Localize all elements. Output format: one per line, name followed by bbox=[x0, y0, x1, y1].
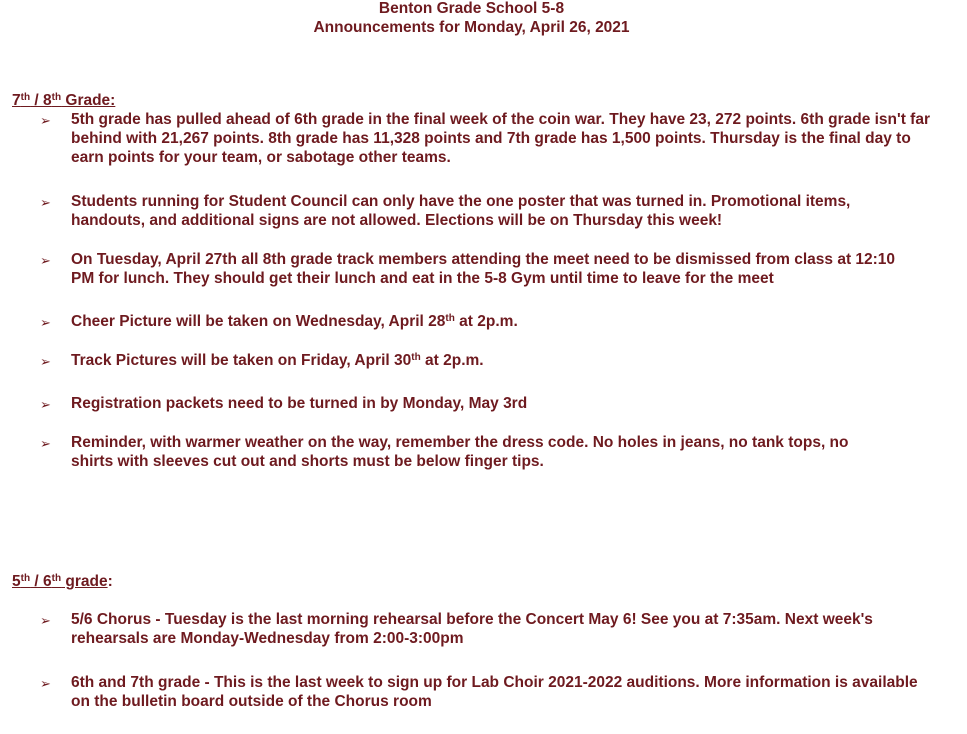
heading-text: / 6 bbox=[30, 573, 52, 590]
announcement-text: On Tuesday, April 27th all 8th grade track members attending the meet need to be dismissed from class at 12:10 PM for lunch. They should get their lunch and eat in the 5-8 Gym until time to leave for the meet bbox=[71, 251, 896, 287]
announcement-item bbox=[40, 673, 920, 711]
heading-text: / 8 bbox=[30, 92, 52, 109]
announcement-item bbox=[40, 433, 850, 471]
text-part: Track Pictures will be taken on Friday, April 30 bbox=[71, 352, 412, 369]
arrow-bullet-icon: ➢ bbox=[40, 354, 51, 369]
heading-superscript: th bbox=[51, 572, 62, 584]
heading-text: grade bbox=[61, 573, 108, 590]
arrow-bullet-icon: ➢ bbox=[40, 315, 51, 330]
heading-superscript: th bbox=[51, 91, 62, 103]
announcement-text: 6th and 7th grade - This is the last week to sign up for Lab Choir 2021-2022 auditions. More information is available on the bulletin board outside of the Chorus room bbox=[71, 674, 918, 710]
section-heading-5-6 bbox=[12, 572, 113, 591]
announcement-text: 5th grade has pulled ahead of 6th grade in the final week of the coin war. They have 23, 272 points. 6th grade isn't far behind with 21,267 points. 8th grade has 11,328 points and 7th grade has 1,500 points. Thursday is the final day to earn points for your team, or sabotage other teams. bbox=[71, 111, 930, 166]
announcement-item bbox=[40, 250, 920, 288]
arrow-bullet-icon: ➢ bbox=[40, 195, 51, 210]
text-part: Cheer Picture will be taken on Wednesday, April 28 bbox=[71, 313, 446, 330]
text-superscript: th bbox=[411, 351, 421, 363]
section-heading-7-8 bbox=[12, 91, 115, 110]
text-superscript: th bbox=[445, 312, 455, 324]
announcement-text: Reminder, with warmer weather on the way, remember the dress code. No holes in jeans, no tank tops, no shirts with sleeves cut out and shorts must be below finger tips. bbox=[71, 434, 849, 470]
arrow-bullet-icon: ➢ bbox=[40, 676, 51, 691]
announcement-text: Students running for Student Council can only have the one poster that was turned in. Promotional items, handouts, and additional signs are not allowed. Elections will be on Thursday this week! bbox=[71, 193, 851, 229]
heading-text: Grade: bbox=[61, 92, 116, 109]
arrow-bullet-icon: ➢ bbox=[40, 436, 51, 451]
announcement-item bbox=[40, 610, 890, 648]
announcement-text bbox=[71, 312, 920, 332]
text-part: at 2p.m. bbox=[454, 313, 518, 330]
heading-superscript: th bbox=[20, 572, 31, 584]
arrow-bullet-icon: ➢ bbox=[40, 397, 51, 412]
heading-text: : bbox=[107, 573, 113, 590]
announcement-date-title: Announcements for Monday, April 26, 2021 bbox=[313, 19, 630, 36]
heading-superscript: th bbox=[20, 91, 31, 103]
heading-text: 5 bbox=[12, 573, 21, 590]
announcement-text bbox=[71, 351, 920, 371]
announcement-item bbox=[40, 312, 920, 332]
heading-text: 7 bbox=[12, 92, 21, 109]
school-title: Benton Grade School 5-8 bbox=[378, 0, 565, 17]
announcement-text: 5/6 Chorus - Tuesday is the last morning rehearsal before the Concert May 6! See you at 7:35am. Next week's rehearsals are Monday-Wednesday from 2:00-3:00pm bbox=[71, 611, 873, 647]
arrow-bullet-icon: ➢ bbox=[40, 253, 51, 268]
announcement-item bbox=[40, 110, 935, 167]
announcement-item bbox=[40, 192, 920, 230]
announcement-text: Registration packets need to be turned in by Monday, May 3rd bbox=[71, 395, 528, 412]
announcement-item bbox=[40, 394, 920, 414]
arrow-bullet-icon: ➢ bbox=[40, 613, 51, 628]
announcement-item bbox=[40, 351, 920, 371]
arrow-bullet-icon: ➢ bbox=[40, 113, 51, 128]
text-part: at 2p.m. bbox=[420, 352, 484, 369]
